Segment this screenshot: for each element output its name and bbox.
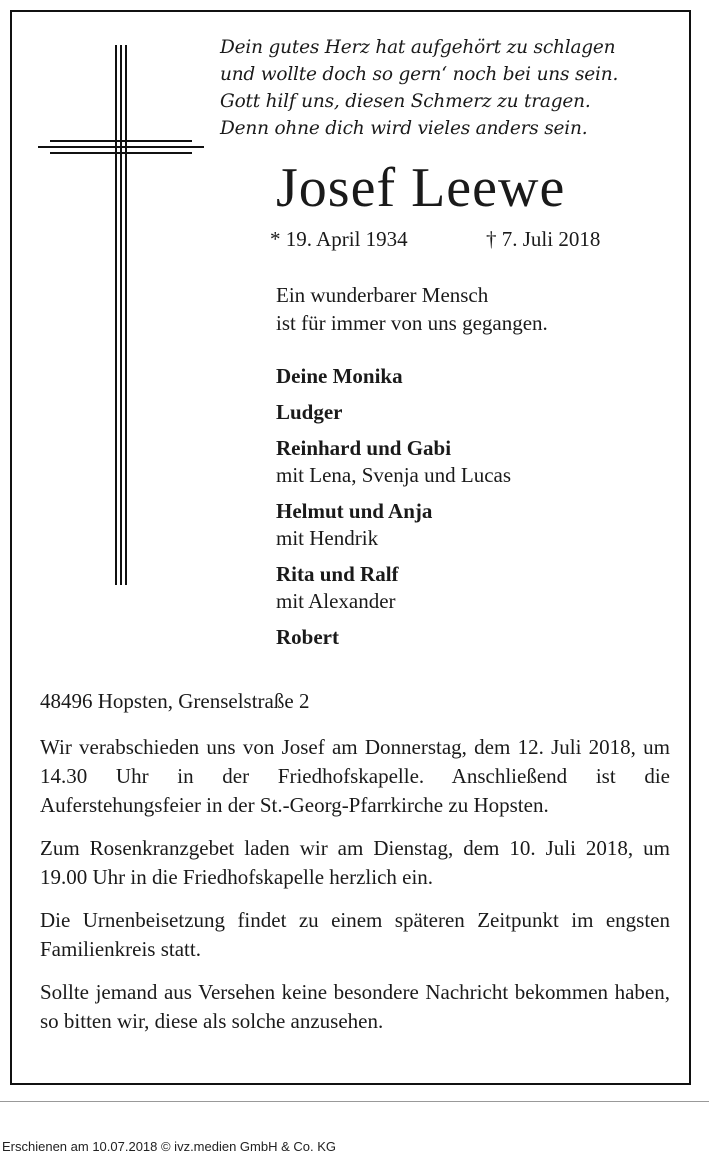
life-dates — [270, 226, 630, 252]
address: 48496 Hopsten, Grenselstraße 2 — [40, 689, 310, 713]
family-group — [276, 399, 511, 426]
family-group — [276, 363, 511, 390]
announcement-text — [40, 733, 670, 1050]
family-name: Reinhard und Gabi — [276, 436, 452, 460]
footer-divider — [0, 1101, 709, 1102]
family-children: mit Alexander — [276, 589, 396, 613]
birth-date: * 19. April 1934 — [270, 227, 408, 251]
family-name: Deine Monika — [276, 364, 403, 388]
family-name: Ludger — [276, 400, 343, 424]
paragraph-rosary: Zum Rosenkranzgebet laden wir am Dienstag, dem 10. Juli 2018, um 19.00 Uhr in die Friedhofskapelle herzlich ein. — [40, 836, 670, 889]
poem-line: und wollte doch so gern‘ noch bei uns sein. — [220, 64, 619, 85]
family-list — [276, 363, 511, 660]
tribute-text — [276, 281, 548, 337]
publication-footer: Erschienen am 10.07.2018 © ivz.medien GmbH & Co. KG — [2, 1139, 337, 1154]
family-children: mit Lena, Svenja und Lucas — [276, 463, 512, 487]
paragraph-notice: Sollte jemand aus Versehen keine besondere Nachricht bekommen haben, so bitten wir, diese als solche anzusehen. — [40, 980, 670, 1033]
family-group — [276, 624, 511, 651]
death-date: † 7. Juli 2018 — [486, 227, 601, 251]
paragraph-burial: Die Urnenbeisetzung findet zu einem späteren Zeitpunkt im engsten Familienkreis statt. — [40, 908, 670, 961]
family-children: mit Hendrik — [276, 526, 379, 550]
family-name: Rita und Ralf — [276, 562, 399, 586]
deceased-name: Josef Leewe — [276, 157, 566, 219]
family-group — [276, 561, 511, 615]
cross-icon — [38, 45, 204, 585]
poem — [220, 34, 690, 142]
family-group — [276, 498, 511, 552]
family-group — [276, 435, 511, 489]
tribute-line: ist für immer von uns gegangen. — [276, 311, 548, 335]
paragraph-funeral: Wir verabschieden uns von Josef am Donnerstag, dem 12. Juli 2018, um 14.30 Uhr in der Friedhofskapelle. Anschließend ist die Auferstehungsfeier in der St.-Georg-Pfarrkirche zu Hopsten. — [40, 735, 670, 817]
family-name: Robert — [276, 625, 339, 649]
poem-line: Denn ohne dich wird vieles anders sein. — [220, 118, 588, 139]
poem-line: Gott hilf uns, diesen Schmerz zu tragen. — [220, 91, 591, 112]
family-name: Helmut und Anja — [276, 499, 433, 523]
tribute-line: Ein wunderbarer Mensch — [276, 283, 489, 307]
poem-line: Dein gutes Herz hat aufgehört zu schlagen — [220, 37, 616, 58]
